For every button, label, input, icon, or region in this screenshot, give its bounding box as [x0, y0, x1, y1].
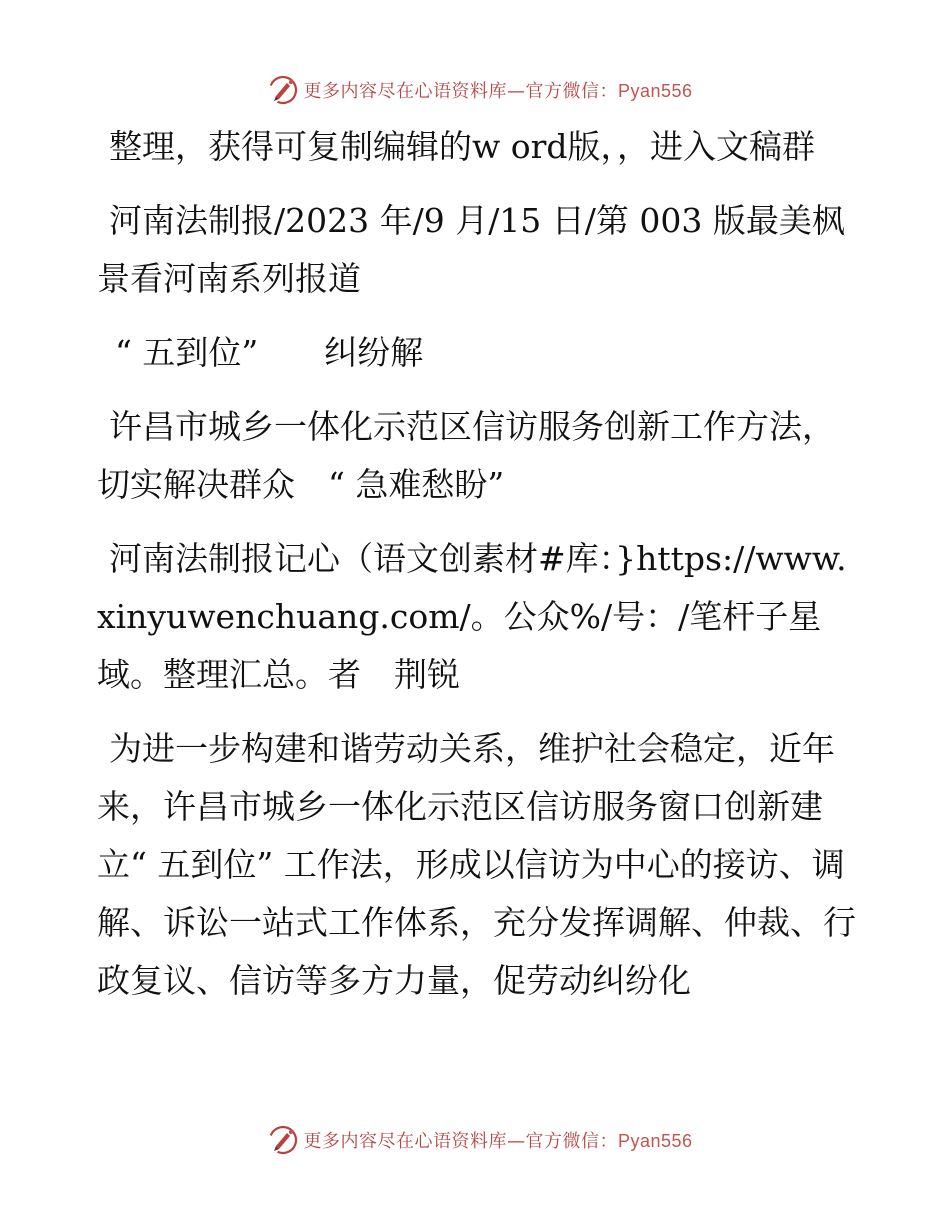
paragraph-intro: 整理，获得可复制编辑的w ord版，，进入文稿群 [109, 127, 816, 166]
paragraph-source: 河南法制报/2023 年/9 月/15 日/第 003 版最美枫景看河南系列报道 [97, 201, 845, 298]
watermark-text: 更多内容尽在心语资料库—官方微信：Pyan556 [303, 1131, 693, 1152]
document-body [97, 118, 857, 1026]
paragraph-byline: 河南法制报记心（语文创素材#库：}https://www.xinyuwenchuang.com/。公众%/号：/笔杆子星域。整理汇总。者 荆锐 [97, 539, 847, 694]
footer-watermark [0, 1120, 950, 1160]
watermark-id: Pyan556 [617, 81, 693, 101]
paragraph-body: 为进一步构建和谐劳动关系，维护社会稳定，近年来，许昌市城乡一体化示范区信访服务窗口创新建立“ 五到位” 工作法，形成以信访为中心的接访、调解、诉讼一站式工作体系，充分发挥调解、仲裁、行政复议、信访等多方力量，促劳动纠纷化 [97, 729, 856, 1000]
watermark-group [257, 74, 692, 106]
pen-logo-icon [267, 74, 299, 106]
watermark-id: Pyan556 [617, 1131, 693, 1151]
watermark-group [257, 1124, 692, 1156]
paragraph-title: “ 五到位” 纠纷解 [115, 333, 424, 372]
header-watermark [0, 70, 950, 110]
pen-logo-icon [267, 1124, 299, 1156]
paragraph-subtitle: 许昌市城乡一体化示范区信访服务创新工作方法， 切实解决群众 “ 急难愁盼” [97, 407, 852, 504]
watermark-text: 更多内容尽在心语资料库—官方微信：Pyan556 [303, 81, 693, 102]
